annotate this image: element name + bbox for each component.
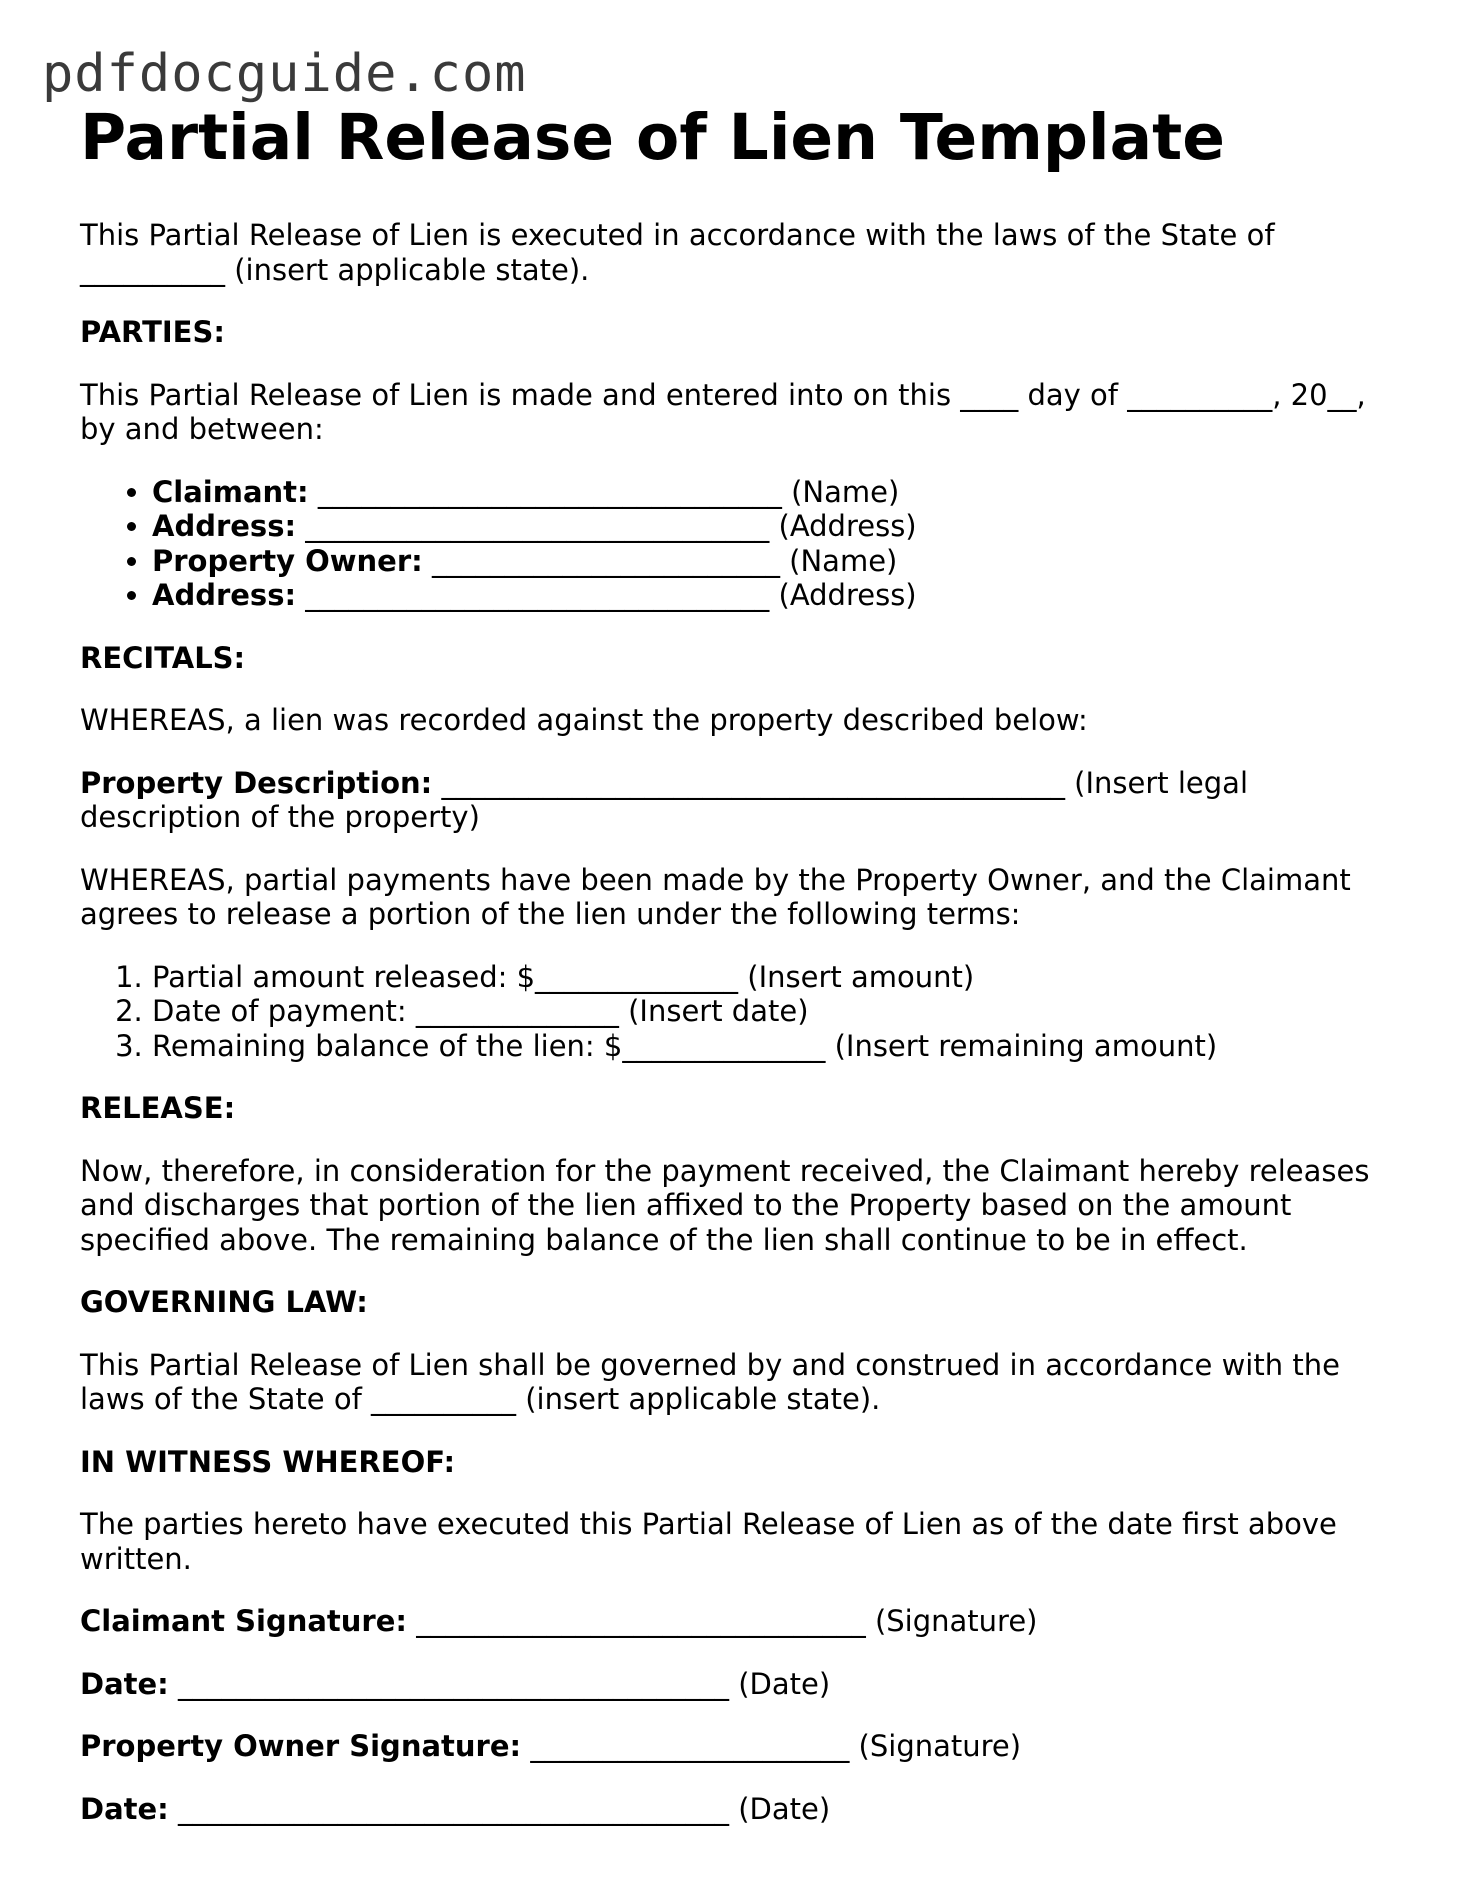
- watermark: pdfdocguide.com: [42, 44, 527, 104]
- field-label: Address:: [152, 509, 297, 543]
- field-label: Claimant Signature:: [80, 1604, 408, 1638]
- list-item: [152, 509, 1380, 544]
- list-item: [152, 578, 1380, 613]
- recitals-heading: RECITALS:: [80, 640, 246, 675]
- field-label: Property Owner Signature:: [80, 1729, 522, 1763]
- governing-law-heading: GOVERNING LAW:: [80, 1285, 368, 1319]
- parties-list: [80, 475, 1380, 613]
- field-label: Property Description:: [80, 765, 433, 800]
- field-label: Date:: [80, 1666, 169, 1701]
- field-blank: ________________________ (Name): [422, 543, 898, 578]
- recitals-whereas-2: WHEREAS, partial payments have been made by the Property Owner, and the Claimant agrees to release a portion of the lien under the following terms:: [80, 862, 1351, 931]
- field-blank: ______________________________________ (Date): [168, 1791, 831, 1826]
- list-item: [152, 544, 1380, 579]
- release-paragraph: Now, therefore, in consideration for the payment received, the Claimant hereby releases and discharges that portion of the lien affixed to the Property based on the amount specified above. The remaining balance of the lien shall continue to be in effect.: [80, 1153, 1370, 1257]
- claimant-date-line: [80, 1667, 1380, 1702]
- property-description: [80, 766, 1380, 835]
- document-title: Partial Release of Lien Template: [80, 101, 1225, 174]
- field-blank: ________________________________ (Name): [308, 474, 900, 509]
- field-blank: ________________________________ (Address): [296, 509, 917, 543]
- document-body: [80, 100, 1380, 1854]
- list-item: 1. Partial amount released: $______________ (Insert amount): [152, 960, 1380, 995]
- list-item: [152, 475, 1380, 510]
- field-label: Date:: [80, 1791, 169, 1826]
- release-heading: RELEASE:: [80, 1091, 236, 1125]
- field-blank: ______________________________________ (Date): [168, 1666, 831, 1701]
- recitals-whereas-1: WHEREAS, a lien was recorded against the property described below:: [80, 703, 1088, 737]
- field-blank: ______________________ (Signature): [521, 1729, 1022, 1763]
- field-blank: ___________________________________________ (Insert legal description of the property): [80, 765, 1249, 834]
- field-label: Claimant:: [152, 474, 309, 509]
- intro-paragraph: This Partial Release of Lien is executed in accordance with the laws of the State of __________ (insert applicable state).: [80, 218, 1275, 287]
- terms-list: [80, 960, 1380, 1064]
- field-label: Address:: [152, 578, 297, 612]
- field-blank: ________________________________ (Address): [296, 578, 917, 612]
- parties-heading: PARTIES:: [80, 315, 225, 349]
- governing-law-paragraph: This Partial Release of Lien shall be governed by and construed in accordance with the laws of the State of __________ (insert applicable state).: [80, 1347, 1340, 1416]
- owner-date-line: [80, 1792, 1380, 1827]
- list-item: 3. Remaining balance of the lien: $______________ (Insert remaining amount): [152, 1029, 1380, 1064]
- witness-paragraph: The parties hereto have executed this Partial Release of Lien as of the date first above written.: [80, 1507, 1337, 1576]
- claimant-signature-line: [80, 1604, 1380, 1639]
- field-label: Property Owner:: [152, 543, 423, 578]
- parties-paragraph: This Partial Release of Lien is made and entered into on this ____ day of __________, 20__, by and between:: [80, 377, 1366, 446]
- witness-heading: IN WITNESS WHEREOF:: [80, 1444, 456, 1479]
- list-item: 2. Date of payment: ______________ (Insert date): [152, 994, 1380, 1029]
- owner-signature-line: [80, 1729, 1380, 1764]
- field-blank: _______________________________ (Signature): [407, 1604, 1038, 1638]
